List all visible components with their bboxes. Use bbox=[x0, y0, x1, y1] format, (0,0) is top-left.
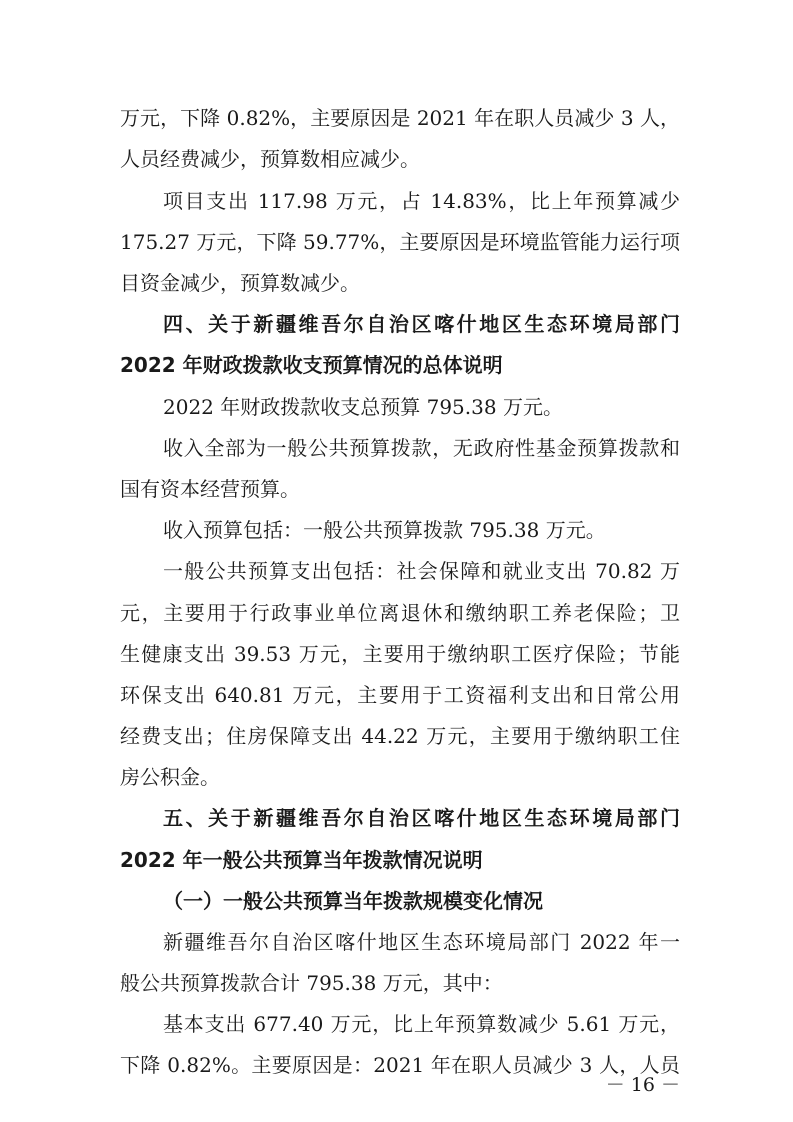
paragraph-line: 2022 年财政拨款收支总预算 795.38 万元。 bbox=[163, 395, 563, 419]
paragraph-line: 经费支出；住房保障支出 44.22 万元，主要用于缴纳职工住 bbox=[120, 724, 680, 748]
paragraph-line: 下降 0.82%。主要原因是：2021 年在职人员减少 3 人，人员 bbox=[120, 1053, 680, 1077]
paragraph-line: 目资金减少，预算数减少。 bbox=[120, 271, 360, 295]
paragraph-line: 收入预算包括：一般公共预算拨款 795.38 万元。 bbox=[163, 518, 606, 542]
section-heading-four: 四、关于新疆维吾尔自治区喀什地区生态环境局部门 bbox=[163, 312, 680, 336]
paragraph-line: 基本支出 677.40 万元，比上年预算数减少 5.61 万元， bbox=[163, 1012, 680, 1036]
paragraph-line: 般公共预算拨款合计 795.38 万元，其中： bbox=[120, 971, 503, 995]
paragraph-line: 房公积金。 bbox=[120, 765, 220, 789]
section-heading-five-continued: 2022 年一般公共预算当年拨款情况说明 bbox=[120, 848, 483, 872]
paragraph-line: 万元，下降 0.82%，主要原因是 2021 年在职人员减少 3 人， bbox=[120, 106, 680, 130]
paragraph-line: 国有资本经营预算。 bbox=[120, 477, 300, 501]
page-number: － 16 － bbox=[605, 1074, 680, 1096]
paragraph-line: 项目支出 117.98 万元，占 14.83%，比上年预算减少 bbox=[163, 189, 680, 213]
paragraph-line: 收入全部为一般公共预算拨款，无政府性基金预算拨款和 bbox=[163, 436, 680, 460]
paragraph-line: 新疆维吾尔自治区喀什地区生态环境局部门 2022 年一 bbox=[163, 930, 680, 954]
paragraph-line: 人员经费减少，预算数相应减少。 bbox=[120, 147, 420, 171]
section-heading-five: 五、关于新疆维吾尔自治区喀什地区生态环境局部门 bbox=[163, 806, 680, 830]
paragraph-line: 175.27 万元，下降 59.77%，主要原因是环境监管能力运行项 bbox=[120, 230, 680, 254]
paragraph-line: 一般公共预算支出包括：社会保障和就业支出 70.82 万 bbox=[163, 559, 680, 583]
subsection-heading: （一）一般公共预算当年拨款规模变化情况 bbox=[163, 889, 543, 913]
paragraph-line: 元，主要用于行政事业单位离退休和缴纳职工养老保险；卫 bbox=[120, 601, 680, 625]
paragraph-line: 环保支出 640.81 万元，主要用于工资福利支出和日常公用 bbox=[120, 683, 680, 707]
section-heading-four-continued: 2022 年财政拨款收支预算情况的总体说明 bbox=[120, 353, 503, 377]
paragraph-line: 生健康支出 39.53 万元，主要用于缴纳职工医疗保险；节能 bbox=[120, 642, 680, 666]
